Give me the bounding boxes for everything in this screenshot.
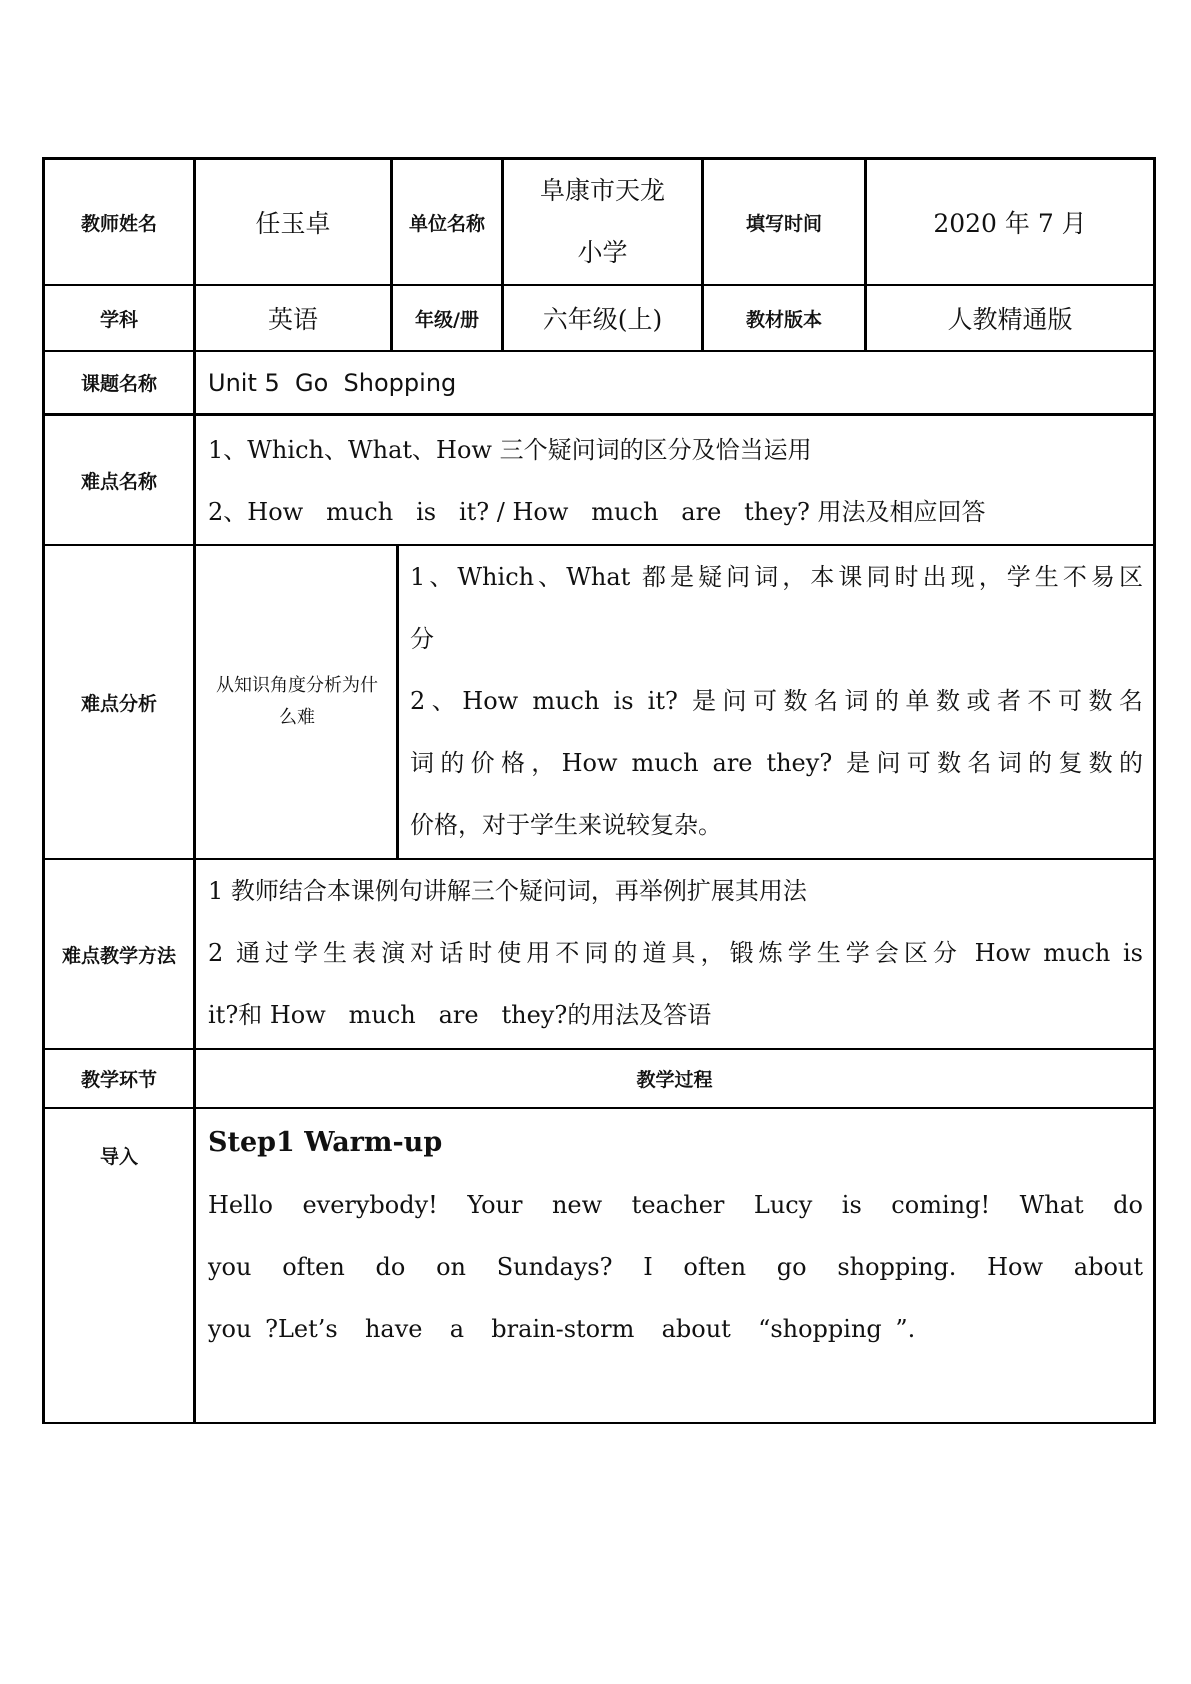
intro-line-1: Hello everybody! Your new teacher Lucy is coming! What do <box>208 1191 1143 1219</box>
method-line-1: 1 教师结合本课例句讲解三个疑问词，再举例扩展其用法 <box>208 877 807 905</box>
analysis-line-3: 2、How much is it? 是问可数名词的单数或者不可数名 <box>410 687 1143 715</box>
difficulty-line-1: 1、Which、What、How 三个疑问词的区分及恰当运用 <box>208 436 812 464</box>
difficulty-content <box>208 419 1143 543</box>
method-line-3: it?和 How much are they?的用法及答语 <box>208 1001 712 1029</box>
method-line-2: 2 通过学生表演对话时使用不同的道具，锻炼学生学会区分 How much is <box>208 939 1143 967</box>
stage-header: 教学环节 <box>80 1069 157 1091</box>
analysis-line-4: 词的价格，How much are they? 是问可数名词的复数的 <box>410 749 1143 777</box>
grade-label: 年级/册 <box>415 308 479 331</box>
fill-date-label: 填写时间 <box>745 212 822 235</box>
intro-line-2: you often do on Sundays? I often go shopping. How about <box>208 1253 1143 1281</box>
subject-label: 学科 <box>99 308 138 331</box>
column-divider <box>396 546 399 859</box>
analysis-line-2: 分 <box>410 625 434 653</box>
intro-step-title: Step1 Warm-up <box>208 1127 443 1158</box>
unit-name-label: 单位名称 <box>408 212 485 235</box>
analysis-content <box>410 546 1143 856</box>
unit-name-line-2: 小学 <box>577 238 628 267</box>
topic-label: 课题名称 <box>80 373 157 395</box>
analysis-line-5: 价格，对于学生来说较复杂。 <box>410 811 722 839</box>
intro-line-3: you ?Let’s have a brain-storm about “shopping ”. <box>208 1315 916 1343</box>
row-divider <box>42 1107 1156 1109</box>
teacher-name-value: 任玉卓 <box>255 209 331 238</box>
table-border-right <box>1153 157 1156 1424</box>
analysis-label: 难点分析 <box>80 692 157 715</box>
method-label: 难点教学方法 <box>61 944 176 967</box>
process-header: 教学过程 <box>636 1069 713 1091</box>
topic-value: Unit 5 Go Shopping <box>208 368 457 397</box>
teacher-name-label: 教师姓名 <box>80 212 157 235</box>
unit-name-value <box>504 160 701 284</box>
intro-stage-label: 导入 <box>99 1145 138 1168</box>
table-border-bottom <box>42 1422 1156 1424</box>
lesson-plan-table <box>42 157 1156 1424</box>
fill-date-value: 2020 年 7 月 <box>933 209 1087 238</box>
unit-name-line-1: 阜康市天龙 <box>539 176 665 205</box>
difficulty-label: 难点名称 <box>80 470 157 493</box>
row-divider <box>42 413 1156 416</box>
subject-value: 英语 <box>267 305 318 334</box>
grade-value: 六年级(上) <box>542 305 663 334</box>
edition-label: 教材版本 <box>745 308 822 331</box>
edition-value: 人教精通版 <box>947 305 1073 334</box>
method-content <box>208 860 1143 1046</box>
analysis-line-1: 1、Which、What 都是疑问词，本课同时出现，学生不易区 <box>410 563 1143 591</box>
analysis-sub-label: 从知识角度分析为什么难 <box>216 675 378 728</box>
difficulty-line-2: 2、How much is it? / How much are they? 用法及相应回答 <box>208 498 986 526</box>
intro-content <box>208 1112 1143 1360</box>
